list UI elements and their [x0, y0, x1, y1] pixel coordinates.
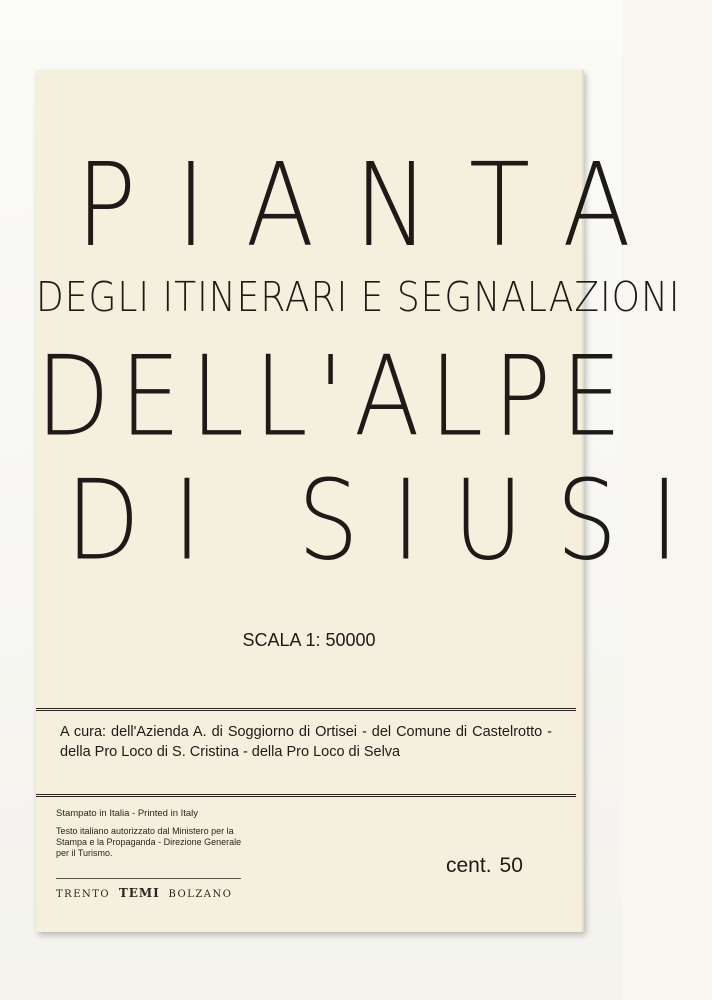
printed-in-italy: Stampato in Italia - Printed in Italy — [56, 808, 199, 819]
authorization-note: Testo italiano autorizzato dal Ministero per la Stampa e la Propaganda - Direzione Generale per il Turismo. — [56, 826, 242, 858]
title-alpe: DELL'ALPE — [36, 332, 632, 461]
divider-top — [36, 708, 576, 711]
map-scale: SCALA 1: 50000 — [242, 630, 376, 650]
price-tag — [446, 854, 523, 878]
imprint-city-right: BOLZANO — [168, 889, 233, 900]
publisher-imprint — [56, 886, 232, 900]
title-siusi: DI SIUSI — [66, 456, 712, 585]
map-cover — [36, 70, 712, 932]
divider-bottom — [36, 794, 576, 797]
subtitle-itinerari: DEGLI ITINERARI E SEGNALAZIONI — [36, 274, 681, 322]
title-pianta: PIANTA — [76, 138, 671, 273]
curators-text: A cura: dell'Azienda A. di Soggiorno di Ortisei - del Comune di Castelrotto - della Pro Loco di S. Cristina - della Pro Loco di Selva — [60, 724, 552, 760]
imprint-publisher: TEMI — [118, 886, 160, 900]
price-value: 50 — [499, 854, 523, 877]
imprint-city-left: TRENTO — [56, 889, 111, 900]
imprint-rule — [56, 878, 241, 879]
price-label: cent. — [446, 854, 492, 877]
